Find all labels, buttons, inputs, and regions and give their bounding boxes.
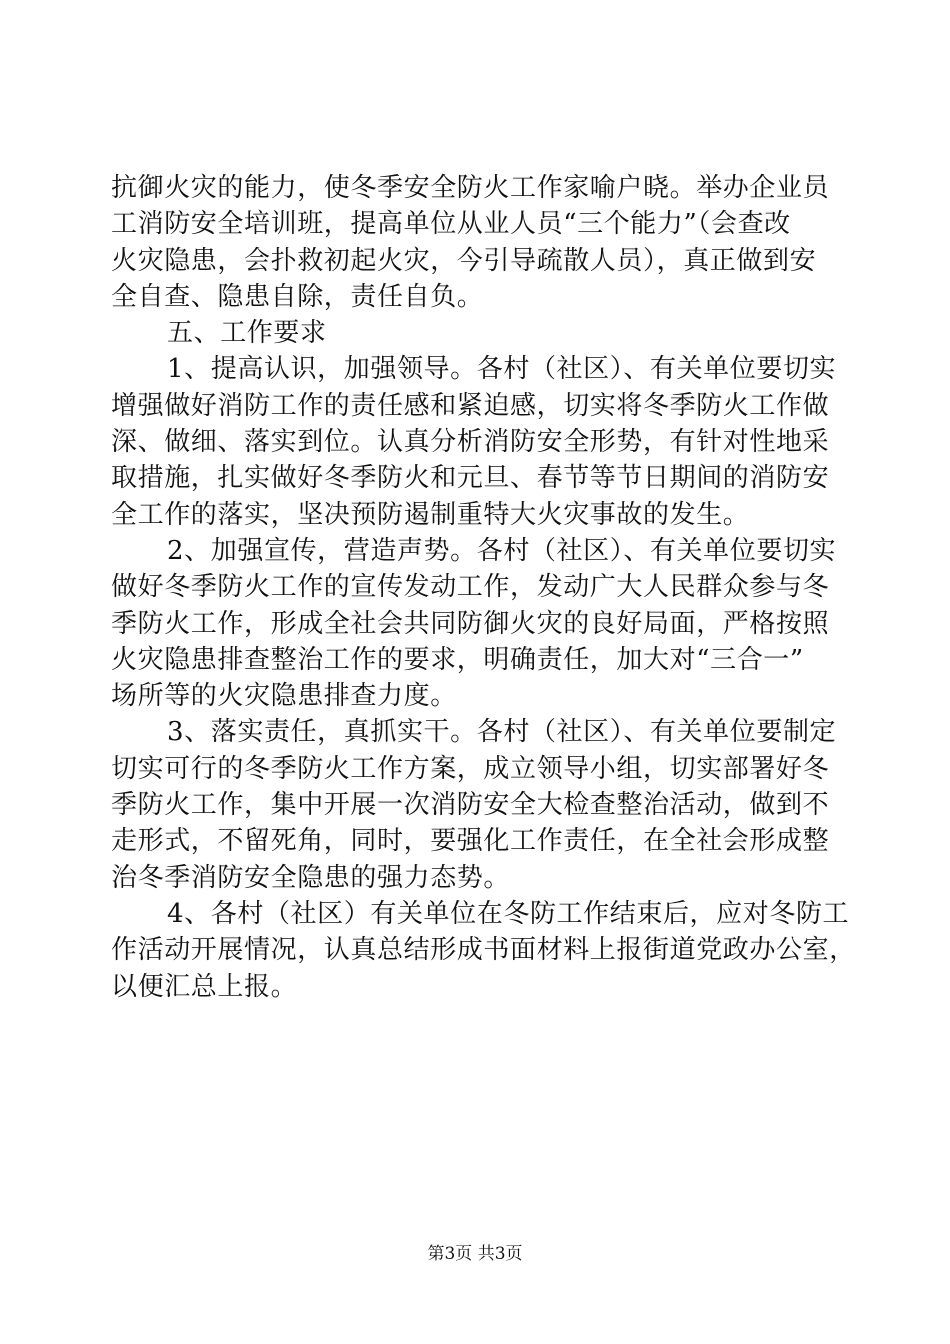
body-line: 场所等的火灾隐患排查力度。 bbox=[111, 681, 457, 712]
document-body bbox=[111, 170, 856, 1005]
body-line: 4、各村（社区）有关单位在冬防工作结束后，应对冬防工 bbox=[167, 898, 850, 929]
body-line: 取措施，扎实做好冬季防火和元旦、春节等节日期间的消防安 bbox=[111, 463, 830, 494]
body-line: 走形式，不留死角，同时，要强化工作责任，在全社会形成整 bbox=[111, 826, 830, 857]
body-line: 做好冬季防火工作的宣传发动工作，发动广大人民群众参与冬 bbox=[111, 572, 830, 603]
body-line: 抗御火灾的能力，使冬季安全防火工作家喻户晓。举办企业员 bbox=[111, 173, 830, 203]
body-line: 季防火工作，集中开展一次消防安全大检查整治活动，做到不 bbox=[111, 790, 830, 821]
body-line: 全工作的落实，坚决预防遏制重特大火灾事故的发生。 bbox=[111, 499, 750, 530]
body-line: 2、加强宣传，营造声势。各村（社区）、有关单位要切实 bbox=[167, 535, 837, 566]
body-line: 季防火工作，形成全社会共同防御火灾的良好局面，严格按照 bbox=[111, 608, 830, 639]
body-line: 3、落实责任，真抓实干。各村（社区）、有关单位要制定 bbox=[167, 717, 837, 748]
page-footer bbox=[0, 1242, 950, 1266]
body-line: 增强做好消防工作的责任感和紧迫感，切实将冬季防火工作做 bbox=[111, 390, 830, 421]
body-line: 火灾隐患排查整治工作的要求，明确责任，加大对“三合一” bbox=[111, 644, 804, 675]
body-line: 火灾隐患，会扑救初起火灾，今引导疏散人员），真正做到安 bbox=[111, 245, 817, 276]
body-line: 深、做细、落实到位。认真分析消防安全形势，有针对性地采 bbox=[111, 427, 830, 458]
body-line: 治冬季消防安全隐患的强力态势。 bbox=[111, 862, 511, 893]
body-line: 1、提高认识，加强领导。各村（社区）、有关单位要切实 bbox=[167, 354, 837, 385]
body-line: 切实可行的冬季防火工作方案，成立领导小组，切实部署好冬 bbox=[111, 753, 830, 784]
page-number-label: 第3页 共3页 bbox=[427, 1244, 523, 1264]
body-line: 以便汇总上报。 bbox=[111, 971, 298, 1002]
body-line: 作活动开展情况，认真总结形成书面材料上报街道党政办公室， bbox=[111, 935, 856, 966]
section-heading: 五、工作要求 bbox=[167, 318, 327, 349]
body-line: 工消防安全培训班，提高单位从业人员“三个能力”（会查改 bbox=[111, 209, 791, 240]
body-line: 全自查、隐患自除，责任自负。 bbox=[111, 281, 484, 312]
